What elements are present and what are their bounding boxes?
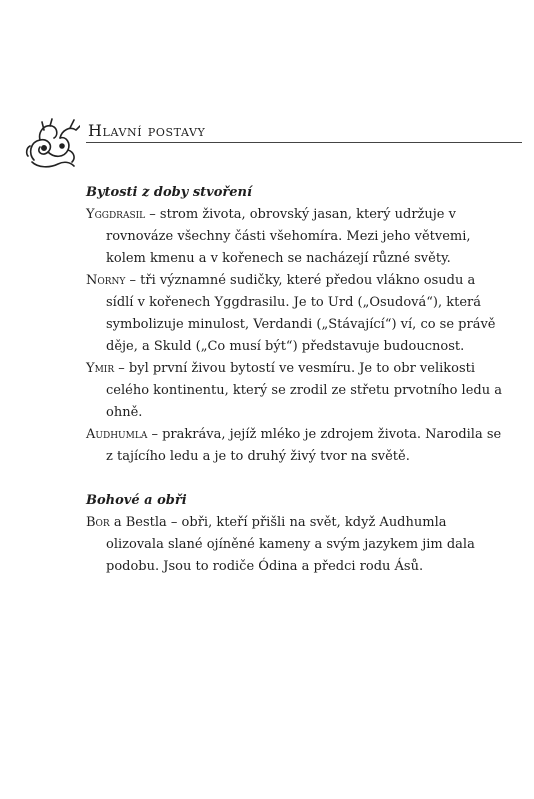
- entry-term: Bor: [86, 515, 110, 530]
- section-title: Bytosti z doby stvoření: [86, 185, 252, 200]
- entry-text: a Bestla – obři, kteří přišli na svět, když Audhumla olizovala slané ojíněné kameny a svým jazykem jim dala podobu. Jsou to rodiče Ódina a předci rodu Ásů.: [106, 515, 475, 574]
- entry-norny: [86, 270, 506, 358]
- character-list: [86, 182, 506, 578]
- entry-audhumla: [86, 424, 506, 468]
- entry-text: – byl první živou bytostí ve vesmíru. Je to obr velikosti celého kontinentu, který se zrodil ze střetu prvotního ledu a ohně.: [106, 361, 502, 420]
- entry-yggdrasil: [86, 204, 506, 270]
- entry-term: Norny: [86, 273, 126, 288]
- entry-ymir: [86, 358, 506, 424]
- section-gap: [86, 468, 506, 490]
- chapter-title: Hlavní postavy: [88, 121, 206, 140]
- entry-term: Ymir: [86, 361, 115, 376]
- chapter-header: [24, 112, 524, 174]
- norse-dragon-ornament-icon: [24, 116, 80, 172]
- entry-text: – prakráva, jejíž mléko je zdrojem života. Narodila se z tajícího ledu a je to druhý živý tvor na světě.: [106, 427, 502, 464]
- entry-text: – tři významné sudičky, které předou vlákno osudu a sídlí v kořenech Yggdrasilu. Je to Urd („Osudová“), která symbolizuje minulost, Verdandi („Stávající“) ví, co se právě děje, a Skuld („Co musí být“) představuje budoucnost.: [106, 273, 496, 354]
- entry-term: Audhumla: [86, 427, 148, 442]
- entry-term: Yggdrasil: [86, 207, 146, 222]
- entry-bor-bestla: [86, 512, 506, 578]
- section-title: Bohové a obři: [86, 493, 187, 508]
- entry-text: – strom života, obrovský jasan, který udržuje v rovnováze všechny části všehomíra. Mezi jeho větvemi, kolem kmenu a v kořenech se nacházejí různé světy.: [106, 207, 471, 266]
- header-rule: [86, 142, 522, 143]
